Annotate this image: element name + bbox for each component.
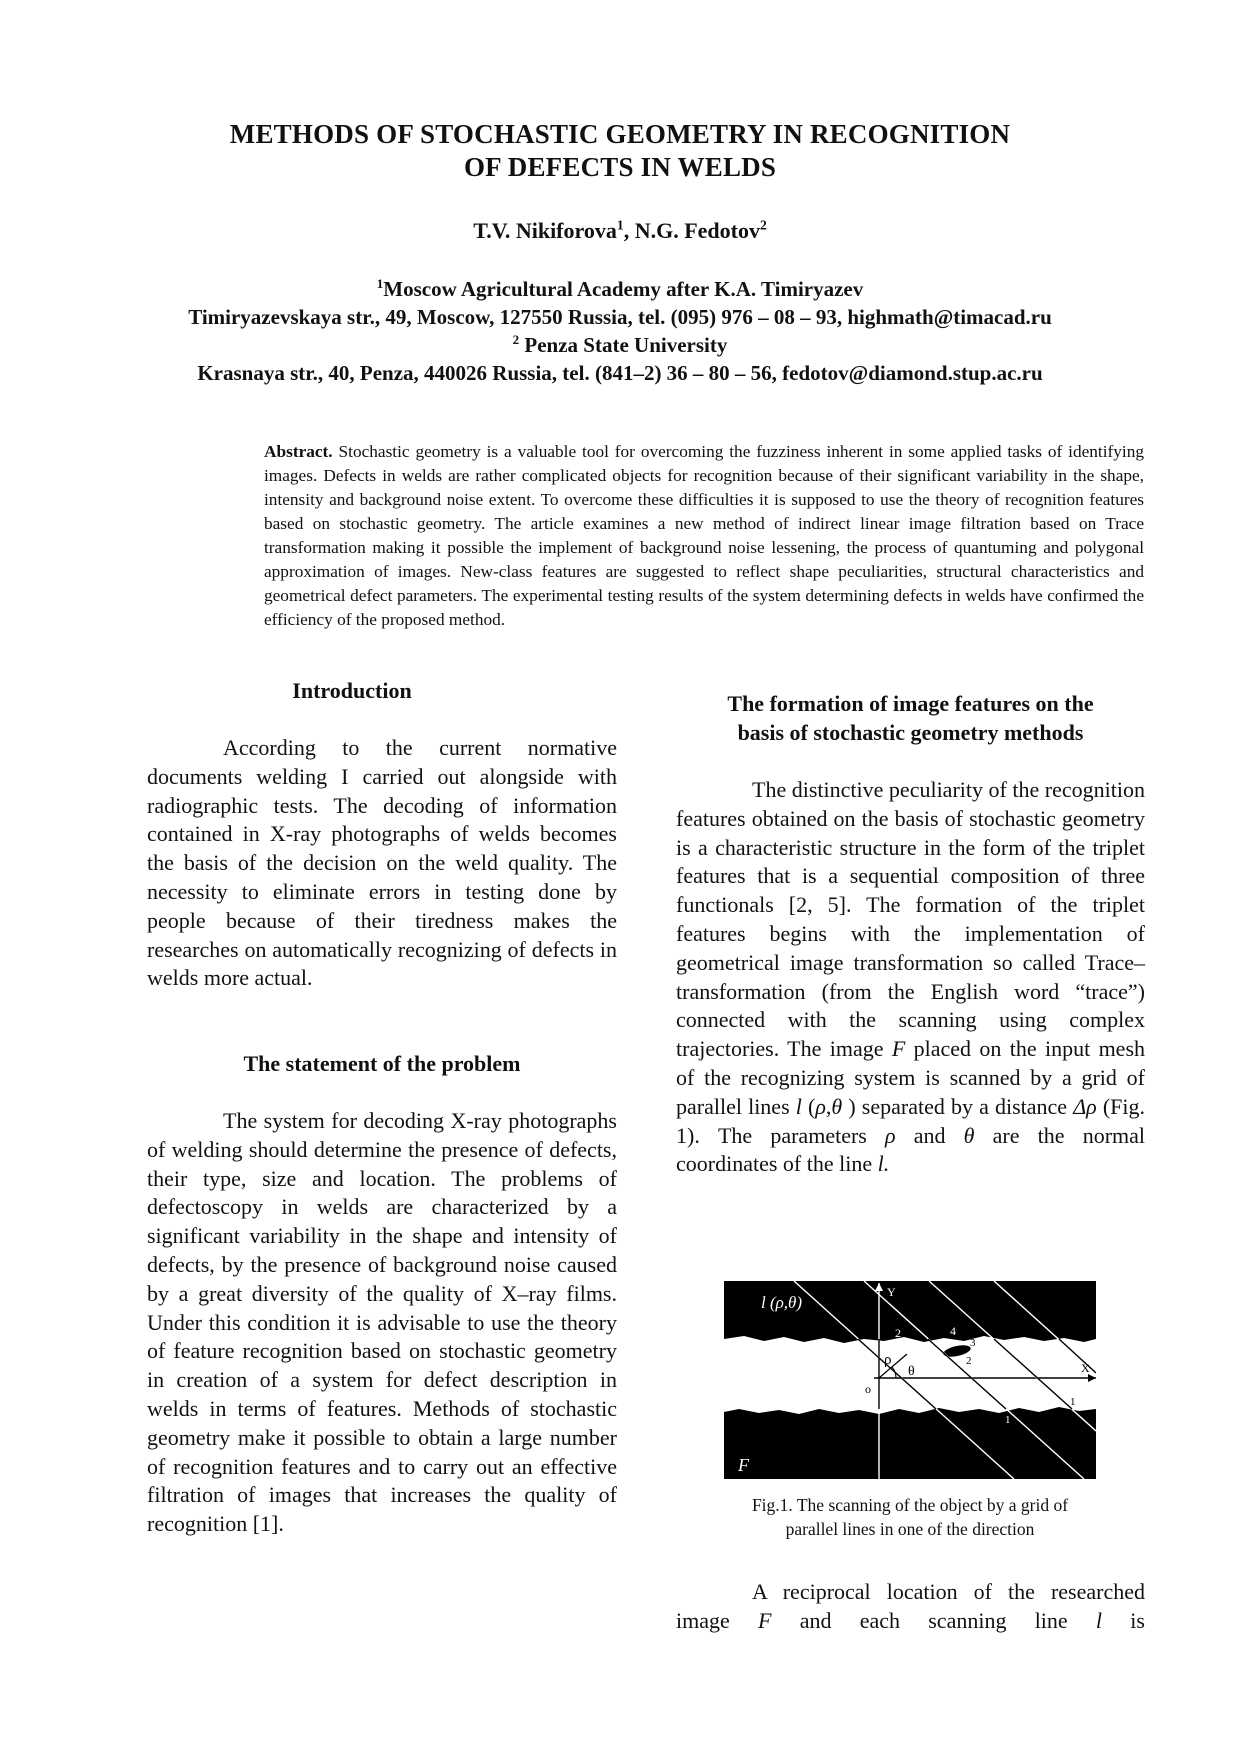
author-1: T.V. Nikiforova [473, 218, 617, 243]
p1-var-theta: θ [831, 1093, 843, 1119]
p1-var-delta-rho: Δρ [1073, 1093, 1097, 1119]
figure-label-Y: Y [887, 1285, 896, 1299]
figure-caption-line-1: Fig.1. The scanning of the object by a grid of [751, 1495, 1069, 1515]
author-1-sup: 1 [616, 217, 624, 233]
affiliation-1-sup: 1 [376, 276, 384, 291]
features-heading [676, 690, 1145, 747]
problem-paragraph: The system for decoding X-ray photographs of welding should determine the presence of defects, their type, size and location. The problems of defectoscopy in welds are characterized by a significant variability in the shape and intensity of defects, by the presence of background noise caused by a great diversity of the quality of X–ray films. Under this condition it is advisable to use the theory of feature recognition based on stochastic geometry in creation of a system for defect description in welds in terms of features. Methods of stochastic geometry make it possible to obtain a large number of recognition features and to carry out an effective filtration of images that increases the quality of recognition [1]. [147, 1108, 617, 1537]
p1-text-a: The distinctive peculiarity of the recognition features obtained on the basis of stochastic geometry is a characteristic structure in the form of the triplet features that is a sequential composition of three functionals [2, 5]. The formation of the triplet features begins with the implementation of geometrical image transformation so called Trace–transformation (from the English word “trace”) connected with the scanning using complex trajectories. The image [676, 777, 1145, 1062]
figure-num-2-defect: 2 [966, 1355, 972, 1367]
affiliation-2-sup: 2 [512, 332, 520, 347]
abstract-text: Stochastic geometry is a valuable tool for overcoming the fuzziness inherent in some applied tasks of identifying images. Defects in welds are rather complicated objects for recognition because of their significant variability in the shape, intensity and background noise extent. To overcome these difficulties it is supposed to use the theory of recognition features based on stochastic geometry. The article examines a new method of indirect linear image filtration based on Trace transformation making it possible the implement of background noise lessening, the process of quantuming and polygonal approximation of images. New-class features are suggested to reflect shape peculiarities, structural characteristics and geometrical defect parameters. The experimental testing results of the system determining defects in welds have confirmed the efficiency of the proposed method. [264, 442, 1144, 629]
figure-num-2-top: 2 [895, 1326, 901, 1340]
features-paragraph [676, 776, 1145, 1179]
intro-heading: Introduction [292, 678, 412, 703]
p1-text-f: and [895, 1122, 964, 1148]
title-line-1: METHODS OF STOCHASTIC GEOMETRY IN RECOGNITION [229, 119, 1011, 149]
affiliation-1-name [0, 275, 1240, 303]
figure-label-origin: o [865, 1382, 871, 1396]
scanning-figure [724, 1281, 1096, 1479]
p2-text-c: is [1102, 1607, 1145, 1633]
figure-caption [700, 1493, 1120, 1541]
figure-1 [724, 1281, 1096, 1479]
problem-heading-wrap [147, 1050, 617, 1079]
abstract-label: Abstract. [264, 442, 333, 461]
affiliation-1-address: Timiryazevskaya str., 49, Moscow, 127550 Russia, tel. (095) 976 – 08 – 93, highmath@timacad.ru [188, 305, 1052, 329]
figure-label-theta: θ [908, 1364, 915, 1379]
p2-var-F: F [758, 1607, 772, 1633]
problem-section [147, 1107, 617, 1539]
figure-caption-line-2: parallel lines in one of the direction [785, 1519, 1035, 1539]
features-heading-line-2: basis of stochastic geometry methods [737, 719, 1084, 745]
right-heading-wrap [676, 690, 1145, 747]
affiliations [0, 275, 1240, 387]
p1-text-g: are the normal coordinates of the line [676, 1122, 1146, 1177]
author-2: N.G. Fedotov [634, 218, 760, 243]
p1-var-rho: ρ [815, 1093, 826, 1119]
features-heading-line-1: The formation of image features on the [727, 691, 1094, 716]
p1-text-d: ) separated by a distance [842, 1093, 1074, 1119]
p2-var-l: l [1095, 1607, 1103, 1633]
title-line-2: OF DEFECTS IN WELDS [463, 152, 777, 182]
p1-text-e: (Fig. 1). The parameters [676, 1093, 1145, 1148]
figure-label-rho: ρ [884, 1352, 892, 1368]
reciprocal-section [676, 1578, 1145, 1636]
authors [0, 218, 1240, 244]
reciprocal-paragraph [676, 1578, 1145, 1636]
figure-num-1-left: 1 [1005, 1414, 1011, 1426]
figure-num-4: 4 [950, 1324, 956, 1338]
p2-text-b: and each scanning line [771, 1607, 1096, 1633]
intro-paragraph: According to the current normative documents welding I carried out alongside with radiographic tests. The decoding of information contained in X-ray photographs of welds becomes the basis of the decision on the weld quality. The necessity to eliminate errors in testing done by people because of their tiredness makes the researches on automatically recognizing of defects in welds more actual. [147, 735, 617, 991]
intro-section [147, 734, 617, 993]
p1-var-rho-2: ρ [885, 1122, 896, 1148]
p1-var-F: F [891, 1036, 906, 1062]
paper-title [0, 118, 1240, 184]
figure-num-3: 3 [970, 1337, 976, 1349]
problem-heading: The statement of the problem [243, 1051, 521, 1076]
author-2-sup: 2 [759, 217, 767, 233]
affiliation-1-name-text: Moscow Agricultural Academy after K.A. Timiryazev [383, 277, 864, 301]
affiliation-2-name-text: Penza State University [519, 333, 728, 357]
p2-text-a: A reciprocal location of the researched image [676, 1579, 1145, 1633]
author-separator: , [623, 218, 635, 243]
figure-label-l: l (ρ,θ) [761, 1293, 803, 1312]
left-column [147, 677, 617, 706]
p1-comma: , [825, 1093, 832, 1119]
p1-var-theta-2: θ [963, 1122, 975, 1148]
p1-var-l: l [795, 1093, 802, 1119]
p1-var-l-2: l. [877, 1151, 890, 1177]
figure-label-X: X [1081, 1361, 1090, 1375]
p1-text-c: ( [801, 1093, 816, 1119]
p1-text-b: placed on the input mesh of the recognizing system is scanned by a grid of parallel lines [676, 1036, 1146, 1119]
figure-label-F: F [738, 1455, 749, 1475]
affiliation-2-address: Krasnaya str., 40, Penza, 440026 Russia, tel. (841–2) 36 – 80 – 56, fedotov@diamond.stup.ac.ru [197, 361, 1043, 385]
features-section [676, 776, 1145, 1179]
affiliation-2-name [0, 331, 1240, 359]
figure-num-1-right: 1 [1070, 1396, 1076, 1408]
abstract [264, 440, 1144, 632]
